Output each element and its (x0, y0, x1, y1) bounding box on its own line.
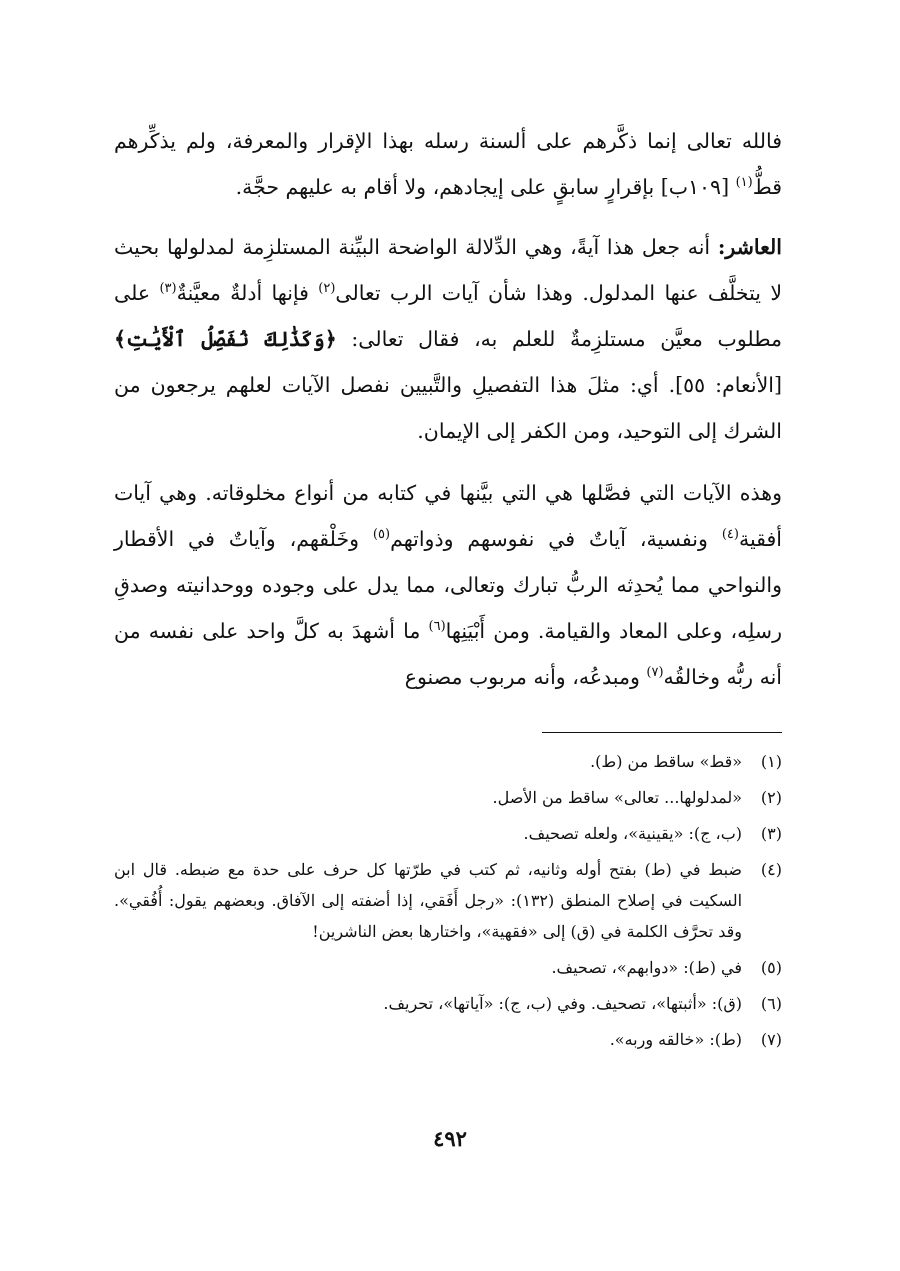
footnote-item (114, 952, 782, 983)
text-segment: ومبدعُه، وأنه مربوب مصنوع (404, 665, 647, 689)
footnote-ref-5: (٥) (372, 527, 391, 543)
text-segment: فإنها أدلةٌ معيَّنةٌ (176, 281, 319, 305)
footnote-text: «لمدلولها... تعالى» ساقط من الأصل. (492, 788, 742, 807)
footnote-text: (ق): «أثبتها»، تصحيف. وفي (ب، ج): «آياتها»، تحريف. (383, 994, 742, 1013)
footnote-item (114, 746, 782, 777)
footnote-divider (542, 732, 782, 733)
footnote-ref-1: (١) (735, 175, 753, 191)
footnote-text: في (ط): «دوابهم»، تصحيف. (551, 958, 742, 977)
text-segment: [الأنعام: ٥٥]. أي: مثلَ هذا التفصيلِ والتَّبيين نفصل الآيات لعلهم يرجعون من الشرك إلى التوحيد، ومن الكفر إلى الإيمان. (114, 373, 782, 443)
quran-verse: ﴿وَكَذَٰلِكَ نُفَصِّلُ ٱلْأَيَٰتِ﴾ (114, 327, 337, 351)
text-segment: ونفسية، آياتٌ في نفوسهم وذواتهم (390, 527, 722, 551)
text-segment: على مطلوب معيَّن مستلزِمةٌ للعلم به، فقال تعالى: (114, 281, 782, 351)
paragraph-1 (114, 118, 782, 210)
footnote-item (114, 988, 782, 1019)
text-segment: أنه جعل هذا آيةً، وهي الدِّلالة الواضحة البيِّنة المستلزِمة لمدلولها بحيث لا يتخلَّف عنها المدلول. وهذا شأن آيات الرب تعالى (114, 235, 783, 305)
footnote-item (114, 818, 782, 849)
footnote-text: ضبط في (ط) بفتح أوله وثانيه، ثم كتب في طرّتها كل حرف على حدة مع ضبطه. قال ابن السكيت في إصلاح المنطق (١٣٢): «رجل أَفَقي، إذا أضفته إلى الآفاق. وبعضهم يقول: أُفُقي». وقد تحرَّف الكلمة في (ق) إلى «فقهية»، واختارها بعض الناشرين! (114, 860, 743, 941)
footnote-item (114, 854, 782, 947)
footnote-item (114, 782, 782, 813)
footnote-ref-7: (٧) (646, 665, 664, 681)
text-segment: فالله تعالى إنما ذكَّرهم على ألسنة رسله بهذا الإقرار والمعرفة، ولم يذكِّرهم قطُّ (114, 129, 782, 199)
footnote-text: «قط» ساقط من (ط). (590, 752, 742, 771)
page-number: ٤٩٢ (433, 1126, 467, 1151)
footnote-number: (٦) (760, 994, 782, 1013)
footnote-number: (٥) (760, 958, 782, 977)
footnote-item (114, 1024, 782, 1055)
text-segment: ما أشهدَ به كلَّ واحد على نفسه من أنه ربُّه وخالقُه (114, 619, 782, 689)
footnote-number: (٧) (760, 1030, 782, 1049)
paragraph-lead-word: العاشر: (717, 235, 782, 259)
footnote-ref-6: (٦) (428, 619, 446, 635)
footnote-number: (٢) (760, 788, 782, 807)
footnote-ref-2: (٢) (318, 281, 336, 297)
footnote-number: (٣) (760, 824, 782, 843)
footnote-text: (ط): «خالقه وربه». (609, 1030, 742, 1049)
text-segment: وخَلْقهم، وآياتٌ في الأقطار والنواحي مما يُحدِثه الربُّ تبارك وتعالى، مما يدل على وجوده ووحدانيته وصدقِ رسلِه، وعلى المعاد والقيامة. ومن أَبْيَنِها (114, 527, 782, 643)
footnote-number: (٤) (760, 860, 782, 879)
text-segment: وهذه الآيات التي فصَّلها هي التي بيَّنها في كتابه من أنواع مخلوقاته. وهي آيات أفقية (114, 481, 782, 551)
footnote-ref-4: (٤) (721, 527, 739, 543)
footnote-text: (ب، ج): «يقينية»، ولعله تصحيف. (523, 824, 742, 843)
main-text (114, 118, 782, 716)
text-segment: [١٠٩ب] بإقرارٍ سابقٍ على إيجادهم، ولا أقام به عليهم حجَّة. (235, 175, 736, 199)
paragraph-3 (114, 470, 782, 700)
footnote-number: (١) (760, 752, 782, 771)
footnotes (114, 746, 782, 1060)
paragraph-2 (114, 224, 782, 454)
footnote-ref-3: (٣) (159, 281, 177, 297)
